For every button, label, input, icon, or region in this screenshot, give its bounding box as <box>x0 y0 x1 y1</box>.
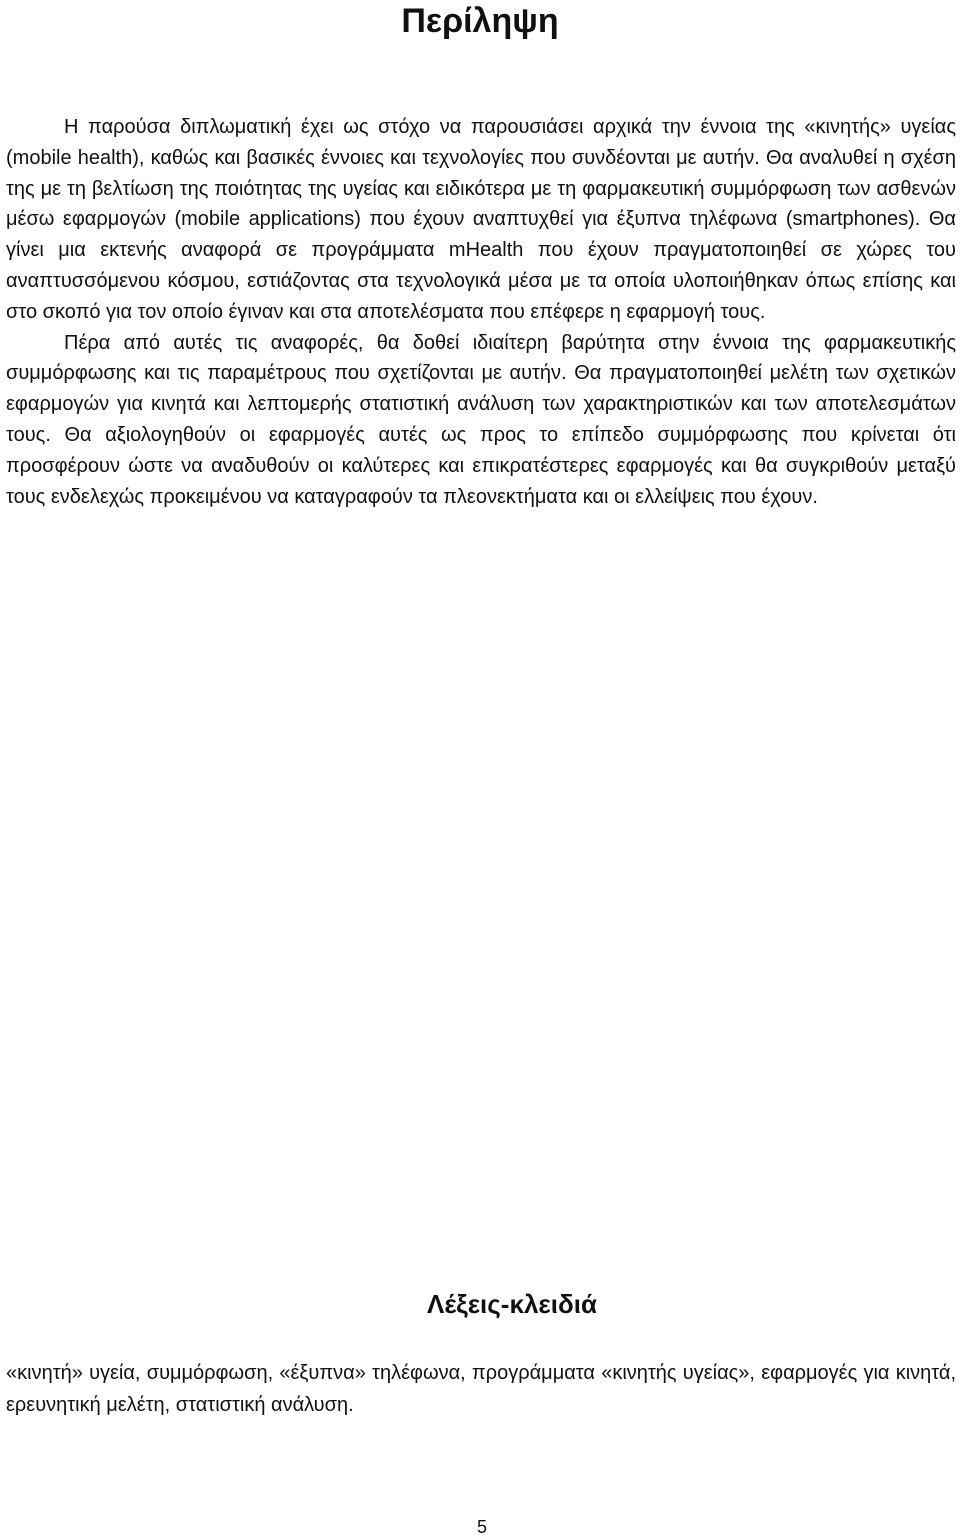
page-title: Περίληψη <box>401 2 559 40</box>
abstract-paragraph-2: Πέρα από αυτές τις αναφορές, θα δοθεί ιδιαίτερη βαρύτητα στην έννοια της φαρμακευτικής συμμόρφωσης και τις παραμέτρους που σχετίζονται με αυτήν. Θα πραγματοποιηθεί μελέτη των σχετικών εφαρμογών για κινητά και λεπτομερής στατιστική ανάλυση των χαρακτηριστικών και των αποτελεσμάτων τους. Θα αξιολογηθούν οι εφαρμογές αυτές ως προς το επίπεδο συμμόρφωσης που κρίνεται ότι προσφέρουν ώστε να αναδυθούν οι καλύτερες και επικρατέστερες εφαρμογές και θα συγκριθούν μεταξύ τους ενδελεχώς προκειμένου να καταγραφούν τα πλεονεκτήματα και οι ελλείψεις που έχουν. <box>6 331 956 508</box>
abstract-paragraph-1: Η παρούσα διπλωματική έχει ως στόχο να παρουσιάσει αρχικά την έννοια της «κινητής» υγείας (mobile health), καθώς και βασικές έννοιες και τεχνολογίες που συνδέονται με αυτήν. Θα αναλυθεί η σχέση της με τη βελτίωση της ποιότητας της υγείας και ειδικότερα με τη φαρμακευτική συμμόρφωση των ασθενών μέσω εφαρμογών (mobile applications) που έχουν αναπτυχθεί για έξυπνα τηλέφωνα (smartphones). Θα γίνει μια εκτενής αναφορά σε προγράμματα mHealth που έχουν πραγματοποιηθεί σε χώρες του αναπτυσσόμενου κόσμου, εστιάζοντας στα τεχνολογικά μέσα με τα οποία υλοποιήθηκαν όπως επίσης και στο σκοπό για τον οποίο έγιναν και στα αποτελέσματα που επέφερε η εφαρμογή τους. <box>6 116 956 323</box>
keywords-heading: Λέξεις-κλειδιά <box>427 1289 597 1319</box>
page-number: 5 <box>476 1517 487 1537</box>
abstract-body <box>6 112 956 512</box>
keywords-list: «κινητή» υγεία, συμμόρφωση, «έξυπνα» τηλέφωνα, προγράμματα «κινητής υγείας», εφαρμογές για κινητά, ερευνητική μελέτη, στατιστική ανάλυση. <box>6 1362 956 1416</box>
